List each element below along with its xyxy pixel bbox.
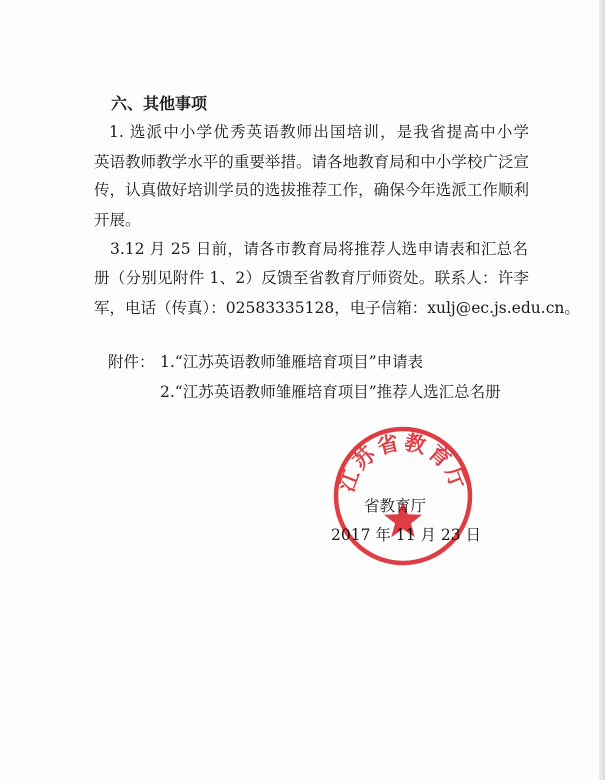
paragraph-1-line-1: 1. 选派中小学优秀英语教师出国培训，是我省提高中小学 bbox=[109, 123, 529, 141]
signature-organization: 省教育厅 bbox=[364, 497, 427, 515]
attachment-item-2: 2.“江苏英语教师雏雁培育项目”推荐人选汇总名册 bbox=[160, 383, 501, 401]
page-edge-shadow bbox=[599, 0, 605, 780]
section-heading: 六、其他事项 bbox=[111, 94, 208, 113]
paragraph-1-line-3: 传，认真做好培训学员的选拔推荐工作，确保今年选派工作顺利 bbox=[94, 181, 529, 199]
paragraph-2-line-3: 军，电话（传真）：02583335128，电子信箱：xulj@ec.js.edu.cn。 bbox=[94, 299, 580, 317]
paragraph-2-line-2: 册（分别见附件 1、2）反馈至省教育厅师资处。联系人：许李 bbox=[94, 269, 529, 287]
attachments-label: 附件： bbox=[108, 353, 155, 371]
attachment-item-1: 1.“江苏英语教师雏雁培育项目”申请表 bbox=[160, 353, 424, 371]
paragraph-2-line-1: 3.12 月 25 日前，请各市教育局将推荐人选申请表和汇总名 bbox=[110, 240, 528, 258]
svg-text:江苏省教育厅: 江苏省教育厅 bbox=[334, 430, 472, 495]
signature-date: 2017 年 11 月 23 日 bbox=[331, 526, 482, 544]
paragraph-1-line-2: 英语教师教学水平的重要举措。请各地教育局和中小学校广泛宣 bbox=[94, 153, 529, 171]
paragraph-1-line-4: 开展。 bbox=[94, 211, 141, 229]
